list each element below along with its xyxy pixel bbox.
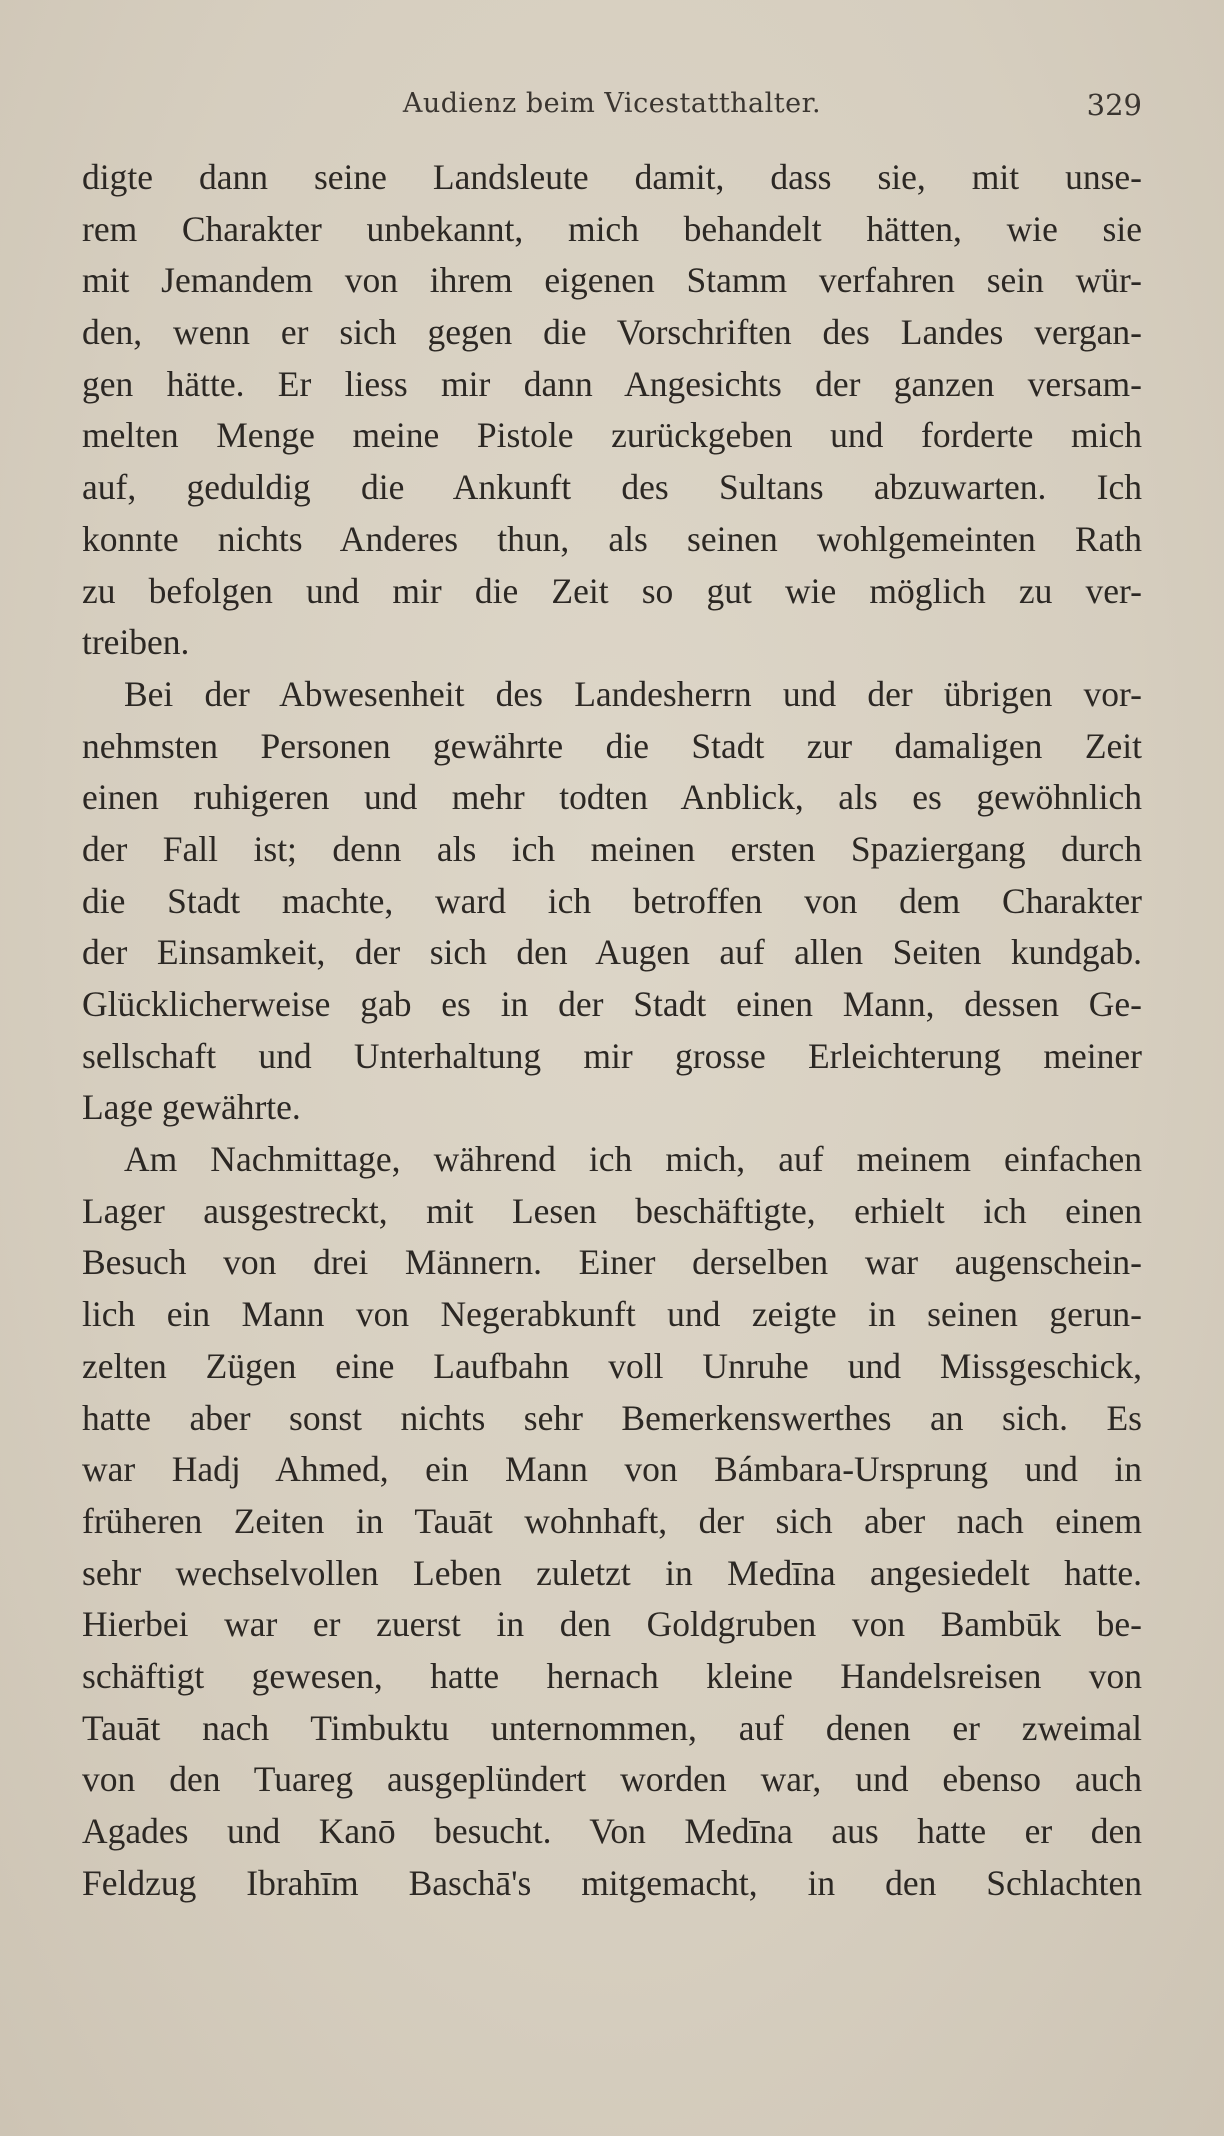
text-line: Lager ausgestreckt, mit Lesen beschäftigte, erhielt ich einen (82, 1190, 1142, 1231)
text-line: von den Tuareg ausgeplündert worden war, und ebenso auch (82, 1759, 1142, 1800)
text-line: Besuch von drei Männern. Einer derselben war augenschein- (82, 1242, 1142, 1283)
text-line: einen ruhigeren und mehr todten Anblick, als es gewöhnlich (82, 777, 1142, 818)
text-line: sehr wechselvollen Leben zuletzt in Medīna angesiedelt hatte. (82, 1552, 1142, 1593)
text-line: Bei der Abwesenheit des Landesherrn und der übrigen vor- (124, 673, 1142, 714)
text-line: mit Jemandem von ihrem eigenen Stamm verfahren sein wür- (82, 260, 1142, 301)
text-line: der Einsamkeit, der sich den Augen auf allen Seiten kundgab. (82, 932, 1142, 973)
text-line: zelten Zügen eine Laufbahn voll Unruhe und Missgeschick, (82, 1345, 1142, 1386)
text-line: Agades und Kanō besucht. Von Medīna aus hatte er den (82, 1811, 1142, 1851)
text-line: Hierbei war er zuerst in den Goldgruben von Bambūk be- (82, 1604, 1142, 1645)
text-line: Tauāt nach Timbuktu unternommen, auf denen er zweimal (82, 1707, 1142, 1748)
text-line: rem Charakter unbekannt, mich behandelt hätten, wie sie (82, 208, 1142, 249)
text-line: hatte aber sonst nichts sehr Bemerkenswerthes an sich. Es (82, 1397, 1142, 1438)
text-line: nehmsten Personen gewährte die Stadt zur damaligen Zeit (82, 725, 1142, 766)
text-line: Am Nachmittage, während ich mich, auf meinem einfachen (124, 1139, 1142, 1180)
text-line: die Stadt machte, ward ich betroffen von dem Charakter (82, 880, 1142, 921)
text-line: Glücklicherweise gab es in der Stadt einen Mann, dessen Ge- (82, 984, 1142, 1024)
text-line: digte dann seine Landsleute damit, dass sie, mit unse- (82, 157, 1142, 197)
text-line: den, wenn er sich gegen die Vorschriften des Landes vergan- (82, 312, 1142, 353)
text-line: der Fall ist; denn als ich meinen ersten Spaziergang durch (82, 828, 1142, 869)
running-header (82, 88, 1142, 128)
text-line: zu befolgen und mir die Zeit so gut wie möglich zu ver- (82, 570, 1142, 611)
text-line: lich ein Mann von Negerabkunft und zeigte in seinen gerun- (82, 1294, 1142, 1335)
text-line: schäftigt gewesen, hatte hernach kleine Handelsreisen von (82, 1655, 1142, 1696)
text-line: war Hadj Ahmed, ein Mann von Bámbara-Ursprung und in (82, 1449, 1142, 1490)
text-line: melten Menge meine Pistole zurückgeben und forderte mich (82, 415, 1142, 456)
text-line: konnte nichts Anderes thun, als seinen wohlgemeinten Rath (82, 518, 1142, 559)
text-line: Lage gewährte. (82, 1087, 301, 1128)
body-text (82, 152, 1142, 1909)
running-title: Audienz beim Vicestatthalter. (402, 88, 822, 119)
text-line: sellschaft und Unterhaltung mir grosse Erleichterung meiner (82, 1035, 1142, 1076)
text-line: Feldzug Ibrahīm Baschā's mitgemacht, in den Schlachten (82, 1862, 1142, 1903)
text-line: früheren Zeiten in Tauāt wohnhaft, der sich aber nach einem (82, 1500, 1142, 1541)
text-line: auf, geduldig die Ankunft des Sultans abzuwarten. Ich (82, 467, 1142, 508)
page-number: 329 (1086, 88, 1142, 122)
text-line: treiben. (82, 622, 190, 663)
text-line: gen hätte. Er liess mir dann Angesichts der ganzen versam- (82, 363, 1142, 404)
